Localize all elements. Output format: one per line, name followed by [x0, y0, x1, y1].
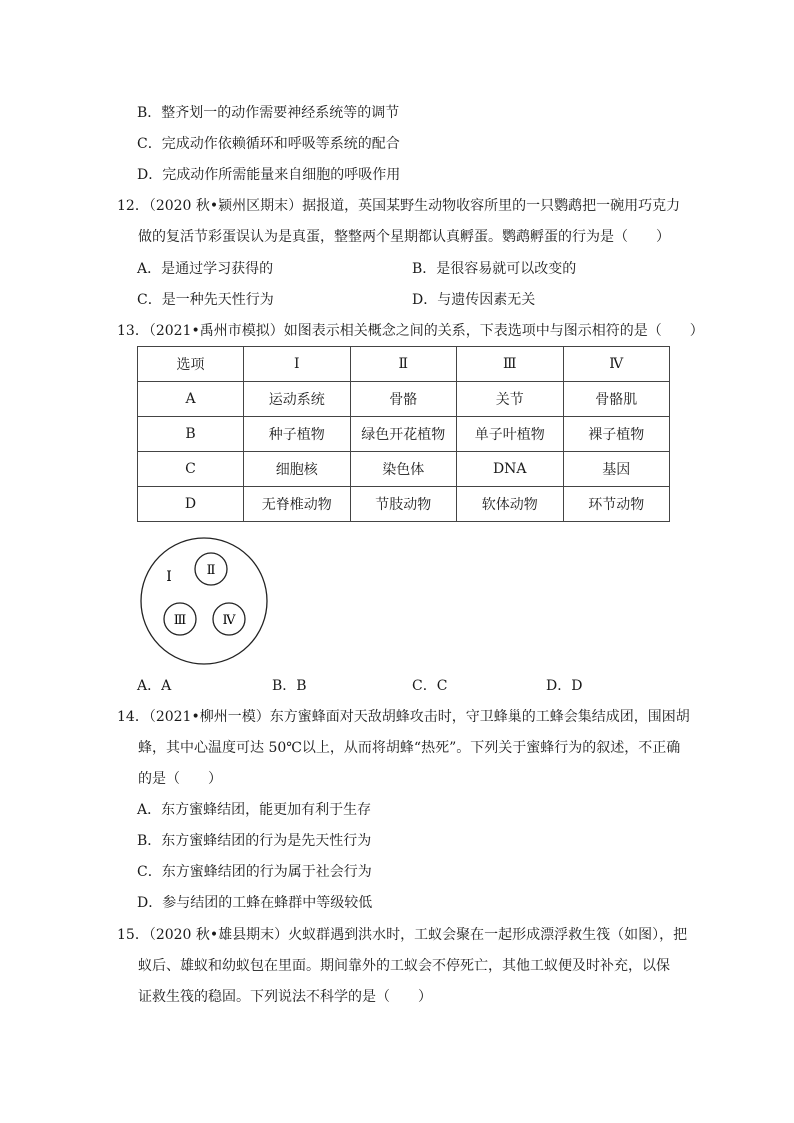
- q13-answer-a: A．A: [137, 678, 172, 694]
- q13-answer-options: [0, 676, 794, 696]
- q11-option-c: C．完成动作依赖循环和呼吸等系统的配合: [137, 136, 400, 152]
- concept-diagram: [138, 535, 270, 667]
- table-cell: 染色体: [350, 452, 457, 487]
- table-header-cell: Ⅰ: [244, 347, 351, 382]
- label-iv: Ⅳ: [222, 613, 236, 628]
- q12-option-b: B．是很容易就可以改变的: [412, 261, 577, 277]
- q13-stem: 13．（2021•禹州市模拟）如图表示相关概念之间的关系，下表选项中与图示相符的是（ ）: [117, 323, 704, 339]
- table-cell: 骨骼肌: [563, 382, 670, 417]
- table-header-cell: 选项: [138, 347, 244, 382]
- q11-option-b: B．整齐划一的动作需要神经系统等的调节: [137, 105, 400, 121]
- q12-stem-line2: 做的复活节彩蛋误认为是真蛋，整整两个星期都认真孵蛋。鹦鹉孵蛋的行为是（ ）: [138, 229, 670, 245]
- table-header-cell: Ⅳ: [563, 347, 670, 382]
- table-row: [138, 487, 670, 522]
- q14-option-a: A．东方蜜蜂结团，能更加有利于生存: [137, 802, 372, 818]
- q15-stem-line2: 蚁后、雄蚁和幼蚁包在里面。期间靠外的工蚁会不停死亡，其他工蚁便及时补充，以保: [138, 958, 670, 974]
- table-cell: 关节: [457, 382, 564, 417]
- table-cell: 单子叶植物: [457, 417, 564, 452]
- table-cell: 无脊椎动物: [244, 487, 351, 522]
- q12-option-d: D．与遗传因素无关: [412, 292, 536, 308]
- q13-answer-d: D．D: [546, 678, 583, 694]
- q15-stem-line1: 15．（2020 秋•雄县期末）火蚁群遇到洪水时，工蚁会聚在一起形成漂浮救生筏（如图），把: [117, 927, 688, 943]
- table-header-cell: Ⅲ: [457, 347, 564, 382]
- table-cell: 运动系统: [244, 382, 351, 417]
- table-cell: 绿色开花植物: [350, 417, 457, 452]
- table-header-row: [138, 347, 670, 382]
- label-ii: Ⅱ: [206, 563, 216, 578]
- table-cell: 种子植物: [244, 417, 351, 452]
- q14-option-d: D．参与结团的工蜂在蜂群中等级较低: [137, 895, 373, 911]
- q12-option-a: A．是通过学习获得的: [137, 261, 274, 277]
- table-row: [138, 452, 670, 487]
- table-cell: D: [138, 487, 244, 522]
- table-cell: 骨骼: [350, 382, 457, 417]
- q11-option-d: D．完成动作所需能量来自细胞的呼吸作用: [137, 167, 401, 183]
- table-cell: DNA: [457, 452, 564, 487]
- q14-option-c: C．东方蜜蜂结团的行为属于社会行为: [137, 864, 372, 880]
- q12-option-c: C．是一种先天性行为: [137, 292, 274, 308]
- table-cell: 基因: [563, 452, 670, 487]
- q13-options-table: [137, 346, 670, 522]
- table-cell: B: [138, 417, 244, 452]
- q14-stem-line2: 蜂，其中心温度可达 50℃以上，从而将胡蜂“热死”。下列关于蜜蜂行为的叙述，不正确: [138, 740, 681, 756]
- q14-option-b: B．东方蜜蜂结团的行为是先天性行为: [137, 833, 372, 849]
- q13-answer-c: C．C: [412, 678, 448, 694]
- label-outer: Ⅰ: [166, 569, 172, 585]
- q15-stem-line3: 证救生筏的稳固。下列说法不科学的是（ ）: [138, 989, 432, 1005]
- table-cell: 软体动物: [457, 487, 564, 522]
- label-iii: Ⅲ: [173, 613, 187, 628]
- q13-answer-b: B．B: [272, 678, 307, 694]
- q14-stem-line3: 的是（ ）: [138, 771, 222, 787]
- q14-stem-line1: 14．（2021•柳州一模）东方蜜蜂面对天敌胡蜂攻击时，守卫蜂巢的工蜂会集结成团，围困胡: [117, 709, 690, 725]
- table-cell: C: [138, 452, 244, 487]
- table-cell: 裸子植物: [563, 417, 670, 452]
- table-row: [138, 417, 670, 452]
- outer-circle: [141, 538, 267, 664]
- table-header-cell: Ⅱ: [350, 347, 457, 382]
- table-cell: 节肢动物: [350, 487, 457, 522]
- table-cell: 细胞核: [244, 452, 351, 487]
- table-cell: 环节动物: [563, 487, 670, 522]
- table-row: [138, 382, 670, 417]
- q12-stem-line1: 12．（2020 秋•颍州区期末）据报道，英国某野生动物收容所里的一只鹦鹉把一碗用巧克力: [117, 198, 681, 214]
- table-cell: A: [138, 382, 244, 417]
